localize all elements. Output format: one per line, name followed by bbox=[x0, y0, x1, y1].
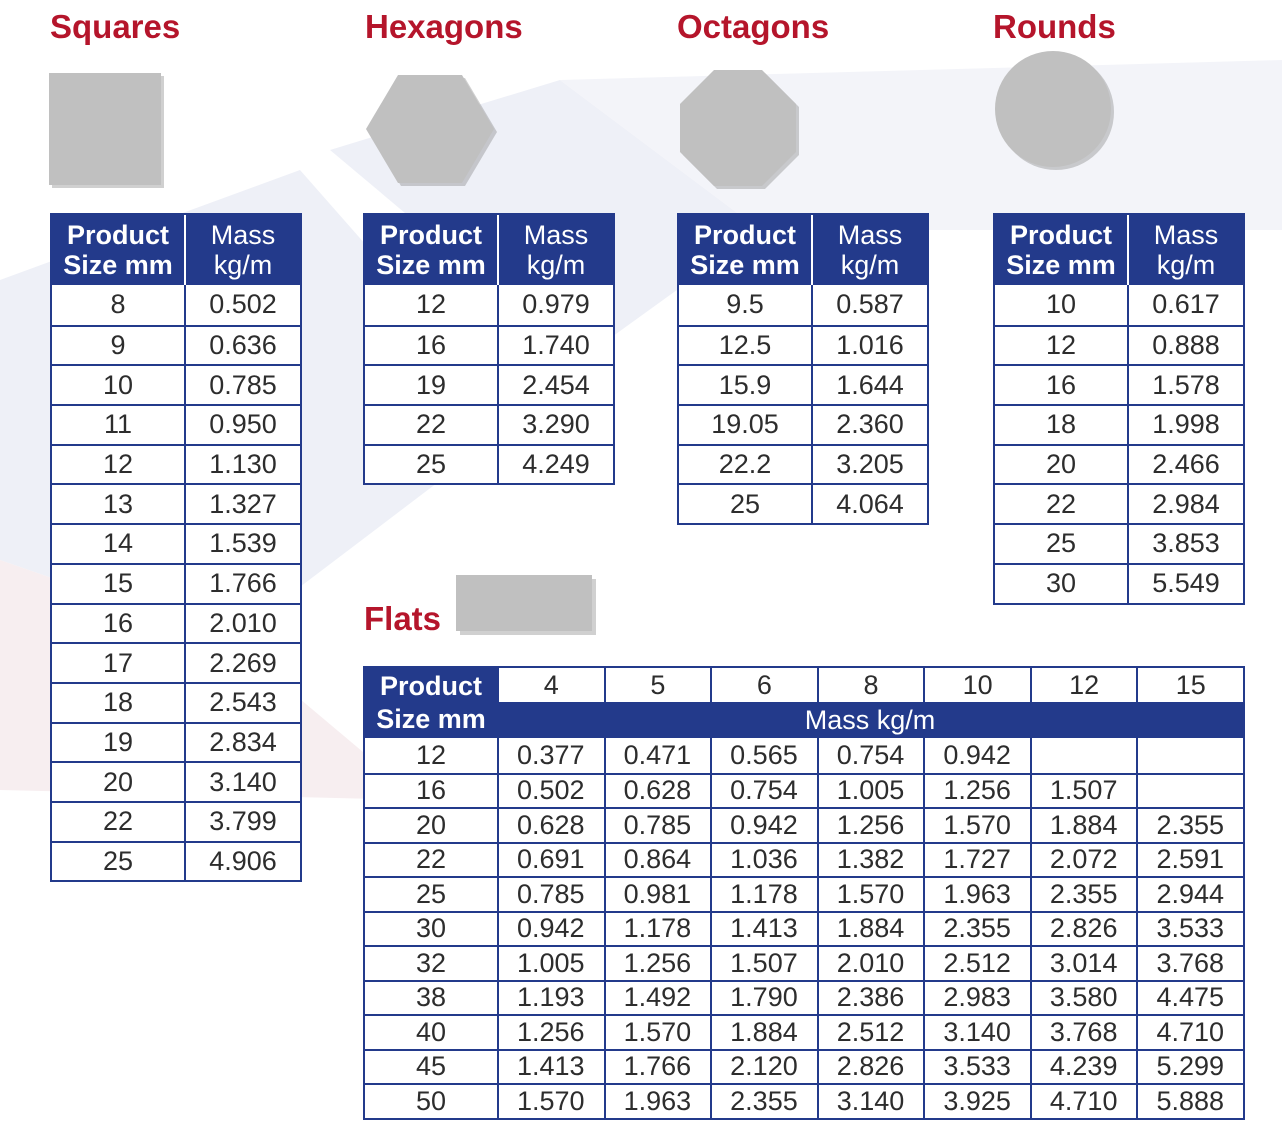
mass-cell: 1.884 bbox=[817, 913, 924, 946]
mass-header: Mass kg/m bbox=[837, 220, 903, 280]
mass-cell: 1.016 bbox=[836, 330, 904, 361]
mass-cell: 0.502 bbox=[497, 775, 604, 808]
squares-table-header bbox=[52, 215, 300, 285]
thickness-header-cell: 8 bbox=[817, 668, 924, 702]
mass-cell: 1.178 bbox=[710, 878, 817, 911]
mass-cell: 2.269 bbox=[209, 647, 277, 678]
size-cell: 22 bbox=[365, 406, 499, 444]
size-cell: 12 bbox=[415, 739, 447, 770]
mass-cell: 4.710 bbox=[1136, 1016, 1243, 1049]
table-row bbox=[365, 1014, 1243, 1049]
size-cell: 25 bbox=[995, 525, 1129, 563]
flats-size-header: Product Size mm bbox=[365, 668, 497, 738]
table-row bbox=[52, 722, 300, 762]
size-cell: 19 bbox=[52, 724, 186, 762]
mass-cell: 1.178 bbox=[604, 913, 711, 946]
table-row bbox=[365, 1083, 1243, 1118]
octagons-table bbox=[677, 213, 929, 525]
mass-cell: 0.377 bbox=[497, 738, 604, 773]
mass-cell: 3.205 bbox=[836, 449, 904, 480]
size-cell: 12 bbox=[365, 285, 499, 325]
mass-cell: 0.587 bbox=[836, 289, 904, 320]
mass-cell: 4.064 bbox=[836, 488, 904, 519]
table-row bbox=[365, 842, 1243, 877]
size-cell: 50 bbox=[415, 1085, 447, 1116]
size-cell: 16 bbox=[995, 366, 1129, 404]
mass-cell: 0.942 bbox=[923, 738, 1030, 773]
table-row bbox=[365, 285, 613, 325]
mass-cell: 1.727 bbox=[923, 844, 1030, 877]
mass-cell: 3.768 bbox=[1030, 1016, 1137, 1049]
mass-cell: 1.327 bbox=[209, 488, 277, 519]
mass-cell: 2.010 bbox=[209, 607, 277, 638]
mass-cell: 0.785 bbox=[209, 369, 277, 400]
mass-cell: 2.355 bbox=[923, 913, 1030, 946]
table-row bbox=[679, 325, 927, 365]
mass-cell: 0.888 bbox=[1152, 330, 1220, 361]
size-cell: 16 bbox=[365, 327, 499, 365]
table-row bbox=[995, 444, 1243, 484]
mass-cell: 0.942 bbox=[710, 809, 817, 842]
mass-cell: 1.570 bbox=[923, 809, 1030, 842]
mass-cell: 1.036 bbox=[710, 844, 817, 877]
mass-cell: 3.768 bbox=[1136, 947, 1243, 980]
mass-cell: 2.984 bbox=[1152, 488, 1220, 519]
thickness-header-cell: 10 bbox=[923, 668, 1030, 702]
mass-cell: 3.580 bbox=[1030, 982, 1137, 1015]
squares-title: Squares bbox=[50, 8, 181, 45]
mass-cell: 0.691 bbox=[497, 844, 604, 877]
octagon-shape-icon bbox=[676, 66, 804, 194]
size-header: Product Size mm bbox=[679, 215, 813, 285]
size-cell: 25 bbox=[52, 843, 186, 881]
mass-cell: 1.005 bbox=[497, 947, 604, 980]
mass-cell: 0.981 bbox=[604, 878, 711, 911]
mass-cell: 1.507 bbox=[1030, 775, 1137, 808]
mass-cell: 3.925 bbox=[923, 1085, 1030, 1118]
thickness-header-row bbox=[497, 668, 1243, 702]
mass-cell: 2.466 bbox=[1152, 449, 1220, 480]
flat-bar-shape-icon bbox=[454, 573, 598, 637]
table-row bbox=[365, 911, 1243, 946]
table-row bbox=[995, 483, 1243, 523]
mass-cell: 3.533 bbox=[923, 1051, 1030, 1084]
rounds-title: Rounds bbox=[993, 8, 1116, 45]
table-row bbox=[995, 404, 1243, 444]
size-cell: 22 bbox=[52, 803, 186, 841]
mass-header: Mass kg/m bbox=[1153, 220, 1219, 280]
table-row bbox=[679, 285, 927, 325]
size-cell: 22 bbox=[995, 485, 1129, 523]
table-row bbox=[995, 563, 1243, 603]
mass-cell: 1.256 bbox=[604, 947, 711, 980]
size-cell: 25 bbox=[415, 878, 447, 909]
size-cell: 45 bbox=[415, 1051, 447, 1082]
table-row bbox=[52, 523, 300, 563]
size-cell: 38 bbox=[415, 982, 447, 1013]
mass-cell: 1.005 bbox=[817, 775, 924, 808]
mass-cell: 3.533 bbox=[1136, 913, 1243, 946]
table-row bbox=[365, 876, 1243, 911]
mass-cell: 0.754 bbox=[817, 738, 924, 773]
size-cell: 15.9 bbox=[679, 366, 813, 404]
table-row bbox=[52, 801, 300, 841]
table-row bbox=[365, 404, 613, 444]
thickness-header-cell: 5 bbox=[604, 668, 711, 702]
table-row bbox=[52, 761, 300, 801]
mass-cell: 1.413 bbox=[710, 913, 817, 946]
size-cell: 20 bbox=[995, 446, 1129, 484]
table-row bbox=[995, 364, 1243, 404]
mass-cell: 0.636 bbox=[209, 330, 277, 361]
table-row bbox=[365, 738, 1243, 773]
table-row bbox=[365, 364, 613, 404]
size-cell: 9.5 bbox=[679, 285, 813, 325]
size-cell: 17 bbox=[52, 644, 186, 682]
size-cell: 12 bbox=[52, 446, 186, 484]
mass-cell: 3.290 bbox=[522, 409, 590, 440]
thickness-header-cell: 4 bbox=[497, 668, 604, 702]
mass-cell: 3.853 bbox=[1152, 528, 1220, 559]
mass-cell: 2.120 bbox=[710, 1051, 817, 1084]
mass-cell: 0.565 bbox=[710, 738, 817, 773]
flats-table-header bbox=[365, 668, 1243, 738]
mass-cell: 4.710 bbox=[1030, 1085, 1137, 1118]
mass-cell: 1.766 bbox=[209, 568, 277, 599]
mass-cell: 1.256 bbox=[817, 809, 924, 842]
mass-cell: 5.299 bbox=[1136, 1051, 1243, 1084]
table-row bbox=[52, 444, 300, 484]
mass-cell: 1.570 bbox=[817, 878, 924, 911]
mass-cell: 2.386 bbox=[817, 982, 924, 1015]
mass-cell: 1.644 bbox=[836, 369, 904, 400]
square-shape-icon bbox=[46, 70, 170, 194]
mass-cell: 1.539 bbox=[209, 528, 277, 559]
size-cell: 32 bbox=[415, 947, 447, 978]
flats-table bbox=[363, 666, 1245, 1120]
size-cell: 40 bbox=[415, 1016, 447, 1047]
mass-cell: 1.766 bbox=[604, 1051, 711, 1084]
mass-cell: 0.979 bbox=[522, 289, 590, 320]
table-row bbox=[52, 841, 300, 881]
table-row bbox=[365, 807, 1243, 842]
mass-cell: 1.256 bbox=[497, 1016, 604, 1049]
size-cell: 19.05 bbox=[679, 406, 813, 444]
mass-cell: 2.454 bbox=[522, 369, 590, 400]
mass-cell: 5.549 bbox=[1152, 568, 1220, 599]
mass-cell: 1.413 bbox=[497, 1051, 604, 1084]
mass-cell: 4.475 bbox=[1136, 982, 1243, 1015]
mass-cell: 2.355 bbox=[710, 1085, 817, 1118]
size-cell: 9 bbox=[52, 327, 186, 365]
table-row bbox=[52, 404, 300, 444]
mass-header: Mass kg/m bbox=[497, 702, 1243, 738]
hexagons-title: Hexagons bbox=[365, 8, 523, 45]
size-cell: 30 bbox=[415, 913, 447, 944]
table-row bbox=[52, 642, 300, 682]
size-cell: 30 bbox=[995, 565, 1129, 603]
size-cell: 16 bbox=[52, 605, 186, 643]
squares-table bbox=[50, 213, 302, 882]
mass-cell: 1.382 bbox=[817, 844, 924, 877]
mass-cell: 4.249 bbox=[522, 449, 590, 480]
table-row bbox=[995, 325, 1243, 365]
table-row bbox=[365, 325, 613, 365]
size-cell: 12.5 bbox=[679, 327, 813, 365]
size-cell: 14 bbox=[52, 525, 186, 563]
octagons-table-header bbox=[679, 215, 927, 285]
size-cell: 25 bbox=[365, 446, 499, 484]
mass-cell: 1.884 bbox=[1030, 809, 1137, 842]
mass-cell: 2.944 bbox=[1136, 878, 1243, 911]
table-row bbox=[995, 285, 1243, 325]
mass-cell: 1.570 bbox=[497, 1085, 604, 1118]
mass-cell: 4.906 bbox=[209, 845, 277, 876]
mass-cell: 3.140 bbox=[817, 1085, 924, 1118]
size-cell: 10 bbox=[995, 285, 1129, 325]
table-row bbox=[52, 325, 300, 365]
mass-cell: 2.072 bbox=[1030, 844, 1137, 877]
round-shape-icon bbox=[990, 48, 1118, 172]
mass-cell: 3.140 bbox=[923, 1016, 1030, 1049]
mass-cell: 1.884 bbox=[710, 1016, 817, 1049]
mass-cell: 0.785 bbox=[604, 809, 711, 842]
size-cell: 10 bbox=[52, 366, 186, 404]
hexagons-table bbox=[363, 213, 615, 485]
table-row bbox=[995, 523, 1243, 563]
mass-cell: 0.628 bbox=[604, 775, 711, 808]
mass-cell: 5.888 bbox=[1136, 1085, 1243, 1118]
size-cell: 11 bbox=[52, 406, 186, 444]
mass-cell: 0.617 bbox=[1152, 289, 1220, 320]
mass-header: Mass kg/m bbox=[523, 220, 589, 280]
mass-cell: 2.591 bbox=[1136, 844, 1243, 877]
table-row bbox=[52, 682, 300, 722]
mass-cell: 2.543 bbox=[209, 687, 277, 718]
mass-cell: 0.502 bbox=[209, 289, 277, 320]
mass-cell: 2.826 bbox=[817, 1051, 924, 1084]
table-row bbox=[679, 444, 927, 484]
table-row bbox=[365, 773, 1243, 808]
mass-cell: 0.950 bbox=[209, 409, 277, 440]
mass-cell: 1.963 bbox=[604, 1085, 711, 1118]
mass-cell: 1.193 bbox=[497, 982, 604, 1015]
thickness-header-cell: 15 bbox=[1136, 668, 1243, 702]
mass-cell: 2.512 bbox=[817, 1016, 924, 1049]
size-cell: 20 bbox=[52, 763, 186, 801]
mass-cell: 0.864 bbox=[604, 844, 711, 877]
mass-cell: 1.256 bbox=[923, 775, 1030, 808]
mass-cell: 1.963 bbox=[923, 878, 1030, 911]
hexagons-table-header bbox=[365, 215, 613, 285]
rounds-table-header bbox=[995, 215, 1243, 285]
size-cell: 8 bbox=[52, 285, 186, 325]
mass-cell: 0.942 bbox=[497, 913, 604, 946]
flats-table-body bbox=[365, 738, 1243, 1118]
size-cell: 20 bbox=[415, 809, 447, 840]
table-row bbox=[365, 444, 613, 484]
table-row bbox=[679, 404, 927, 444]
mass-cell bbox=[1136, 738, 1243, 773]
mass-cell: 0.628 bbox=[497, 809, 604, 842]
mass-cell: 3.014 bbox=[1030, 947, 1137, 980]
table-row bbox=[52, 285, 300, 325]
table-row bbox=[365, 945, 1243, 980]
thickness-header-cell: 12 bbox=[1030, 668, 1137, 702]
mass-cell: 1.998 bbox=[1152, 409, 1220, 440]
table-row bbox=[52, 603, 300, 643]
mass-cell: 0.471 bbox=[604, 738, 711, 773]
size-cell: 16 bbox=[415, 775, 447, 806]
mass-cell: 2.355 bbox=[1030, 878, 1137, 911]
table-row bbox=[365, 1049, 1243, 1084]
size-cell: 18 bbox=[995, 406, 1129, 444]
mass-cell: 4.239 bbox=[1030, 1051, 1137, 1084]
table-row bbox=[679, 483, 927, 523]
size-cell: 22.2 bbox=[679, 446, 813, 484]
size-header: Product Size mm bbox=[365, 215, 499, 285]
mass-cell: 2.010 bbox=[817, 947, 924, 980]
size-header: Product Size mm bbox=[995, 215, 1129, 285]
size-cell: 18 bbox=[52, 684, 186, 722]
size-cell: 25 bbox=[679, 485, 813, 523]
mass-cell: 1.130 bbox=[209, 449, 277, 480]
mass-cell: 1.492 bbox=[604, 982, 711, 1015]
mass-cell: 2.360 bbox=[836, 409, 904, 440]
table-row bbox=[52, 364, 300, 404]
size-cell: 19 bbox=[365, 366, 499, 404]
hexagon-shape-icon bbox=[363, 70, 503, 194]
mass-cell: 2.355 bbox=[1136, 809, 1243, 842]
mass-cell: 1.578 bbox=[1152, 369, 1220, 400]
size-cell: 22 bbox=[415, 844, 447, 875]
size-cell: 15 bbox=[52, 565, 186, 603]
mass-cell: 3.140 bbox=[209, 766, 277, 797]
thickness-header-cell: 6 bbox=[710, 668, 817, 702]
mass-cell bbox=[1030, 738, 1137, 773]
mass-header: Mass kg/m bbox=[210, 220, 276, 280]
mass-cell: 3.799 bbox=[209, 806, 277, 837]
table-row bbox=[365, 980, 1243, 1015]
mass-cell: 0.754 bbox=[710, 775, 817, 808]
mass-cell: 2.512 bbox=[923, 947, 1030, 980]
mass-cell: 0.785 bbox=[497, 878, 604, 911]
mass-cell: 2.983 bbox=[923, 982, 1030, 1015]
table-row bbox=[52, 563, 300, 603]
mass-cell: 1.570 bbox=[604, 1016, 711, 1049]
mass-cell: 1.507 bbox=[710, 947, 817, 980]
table-row bbox=[52, 483, 300, 523]
size-cell: 12 bbox=[995, 327, 1129, 365]
mass-cell: 2.834 bbox=[209, 726, 277, 757]
flats-title: Flats bbox=[364, 600, 442, 637]
mass-cell: 1.740 bbox=[522, 330, 590, 361]
mass-cell: 2.826 bbox=[1030, 913, 1137, 946]
rounds-table bbox=[993, 213, 1245, 605]
size-cell: 13 bbox=[52, 485, 186, 523]
mass-cell bbox=[1136, 775, 1243, 808]
octagons-title: Octagons bbox=[677, 8, 830, 45]
mass-cell: 1.790 bbox=[710, 982, 817, 1015]
table-row bbox=[679, 364, 927, 404]
size-header: Product Size mm bbox=[52, 215, 186, 285]
